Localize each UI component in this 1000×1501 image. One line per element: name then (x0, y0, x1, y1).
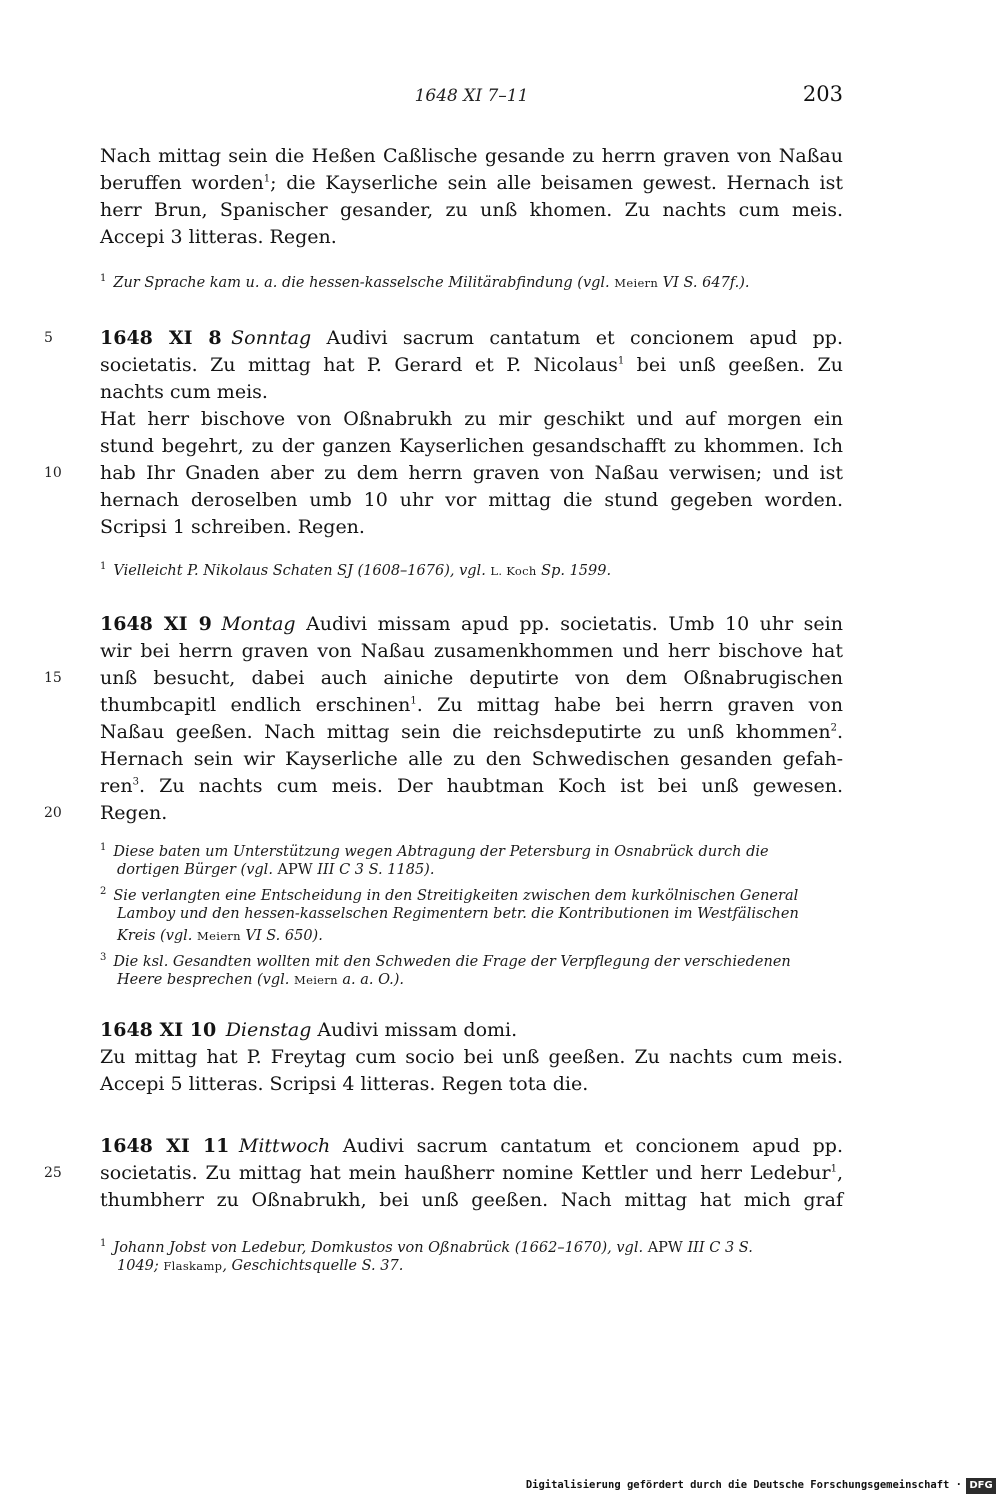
text-line: societatis. Zu mittag hat P. Gerard et P. Nicolaus$^1$ bei unß geeßen. Zu (100, 354, 843, 376)
footnote: $^3$ Die ksl. Gesandten wollten mit den Schweden die Frage der Verpflegung der verschiedenen (100, 952, 791, 970)
dfg-logo: DFG (966, 1478, 996, 1494)
text-line: unß besucht, dabei auch ainiche deputirte von dem Oßnabrugischen (100, 667, 843, 689)
entry-day: Sonntag (231, 327, 312, 349)
entry-heading-line: 1648 XI 10 Dienstag Audivi missam domi. (100, 1019, 518, 1041)
text-line: thumbherr zu Oßnabrukh, bei unß geeßen. Nach mittag hat mich graf (100, 1189, 843, 1211)
text-line: hernach deroselben umb 10 uhr vor mittag die stund gegeben worden. (100, 489, 843, 511)
entry-day: Mittwoch (238, 1135, 331, 1157)
line-number: 5 (44, 330, 53, 346)
footnote-ref: 1 (410, 695, 417, 707)
entry-day: Dienstag (225, 1019, 312, 1041)
line-number: 10 (44, 465, 62, 481)
entry-date: 1648 XI 8 (100, 327, 222, 349)
footnote-line: dortigen Bürger (vgl. APW III C 3 S. 1185). (117, 862, 435, 878)
running-head (100, 82, 843, 114)
text-line: wir bei herrn graven von Naßau zusamenkhommen und herr bischove hat (100, 640, 843, 662)
text-line: Naßau geeßen. Nach mittag sein die reichsdeputirte zu unß khommen$^2$. (100, 721, 843, 743)
footnote-ref: 2 (830, 722, 837, 734)
footnote: $^1$ Vielleicht P. Nikolaus Schaten SJ (1608–1676), vgl. L. Koch Sp. 1599. (100, 561, 612, 579)
footnote: $^2$ Sie verlangten eine Entscheidung in den Streitigkeiten zwischen dem kurkölnischen General (100, 886, 799, 904)
footnote-ref: 1 (617, 355, 625, 367)
text-line: Accepi 5 litteras. Scripsi 4 litteras. Regen tota die. (100, 1073, 589, 1095)
text-line: beruffen worden$^1$; die Kayserliche sein alle beisamen gewest. Hernach ist (100, 172, 843, 194)
entry-day: Montag (221, 613, 296, 635)
entry-heading-line: 1648 XI 8 Sonntag Audivi sacrum cantatum et concionem apud pp. (100, 327, 843, 349)
line-number: 25 (44, 1165, 62, 1181)
line-number: 20 (44, 805, 62, 821)
entry-date: 1648 XI 10 (100, 1019, 217, 1041)
footnote-line: Lamboy und den hessen-kasselschen Regimentern betr. die Kontributionen im Westfälischen (117, 906, 799, 922)
footnote-ref: 1 (263, 173, 271, 185)
footnote: $^1$ Johann Jobst von Ledebur, Domkustos von Oßnabrück (1662–1670), vgl. APW III C 3 S. (100, 1238, 753, 1256)
text-line: Regen. (100, 802, 168, 824)
text-line: Nach mittag sein die Heßen Caßlische gesande zu herrn graven von Naßau (100, 145, 843, 167)
footnote: $^1$ Zur Sprache kam u. a. die hessen-kasselsche Militärabfindung (vgl. Meiern VI S. 647f.). (100, 273, 750, 291)
text-line: Hernach sein wir Kayserliche alle zu den Schwedischen gesanden gefah- (100, 748, 843, 770)
entry-date: 1648 XI 11 (100, 1135, 230, 1157)
text-line: Zu mittag hat P. Freytag cum socio bei unß geeßen. Zu nachts cum meis. (100, 1046, 843, 1068)
text-line: hab Ihr Gnaden aber zu dem herrn graven von Naßau verwisen; und ist (100, 462, 843, 484)
footnote: $^1$ Diese baten um Unterstützung wegen Abtragung der Petersburg in Osnabrück durch die (100, 842, 769, 860)
page-number: 203 (802, 82, 843, 106)
funding-notice: Digitalisierung gefördert durch die Deutsche Forschungsgemeinschaft · (525, 1479, 962, 1491)
footnote-line: Heere besprechen (vgl. Meiern a. a. O.). (117, 972, 405, 988)
text-line: herr Brun, Spanischer gesander, zu unß khomen. Zu nachts cum meis. (100, 199, 843, 221)
text-line: Scripsi 1 schreiben. Regen. (100, 516, 365, 538)
footnote-ref: 3 (132, 776, 139, 788)
text-line: nachts cum meis. (100, 381, 268, 403)
text-line: Hat herr bischove von Oßnabrukh zu mir geschikt und auf morgen ein (100, 408, 843, 430)
funding-footer (525, 1476, 1000, 1498)
entry-heading-line: 1648 XI 9 Montag Audivi missam apud pp. societatis. Umb 10 uhr sein (100, 613, 843, 635)
text-line: Accepi 3 litteras. Regen. (100, 226, 337, 248)
text-line: thumbcapitl endlich erschinen$^1$. Zu mittag habe bei herrn graven von (100, 694, 843, 716)
footnote-line: Kreis (vgl. Meiern VI S. 650). (117, 928, 323, 944)
footnote-ref: 1 (830, 1163, 837, 1175)
text-line: societatis. Zu mittag hat mein haußherr nomine Kettler und herr Ledebur$^1$, (100, 1162, 843, 1184)
text-line: ren$^3$. Zu nachts cum meis. Der haubtman Koch ist bei unß gewesen. (100, 775, 843, 797)
entry-date: 1648 XI 9 (100, 613, 212, 635)
line-number: 15 (44, 670, 62, 686)
footnote-line: 1049; Flaskamp, Geschichtsquelle S. 37. (117, 1258, 404, 1274)
entry-heading-line: 1648 XI 11 Mittwoch Audivi sacrum cantatum et concionem apud pp. (100, 1135, 843, 1157)
running-title: 1648 XI 7–11 (414, 86, 529, 106)
text-line: stund begehrt, zu der ganzen Kayserlichen gesandschafft zu khommen. Ich (100, 435, 843, 457)
